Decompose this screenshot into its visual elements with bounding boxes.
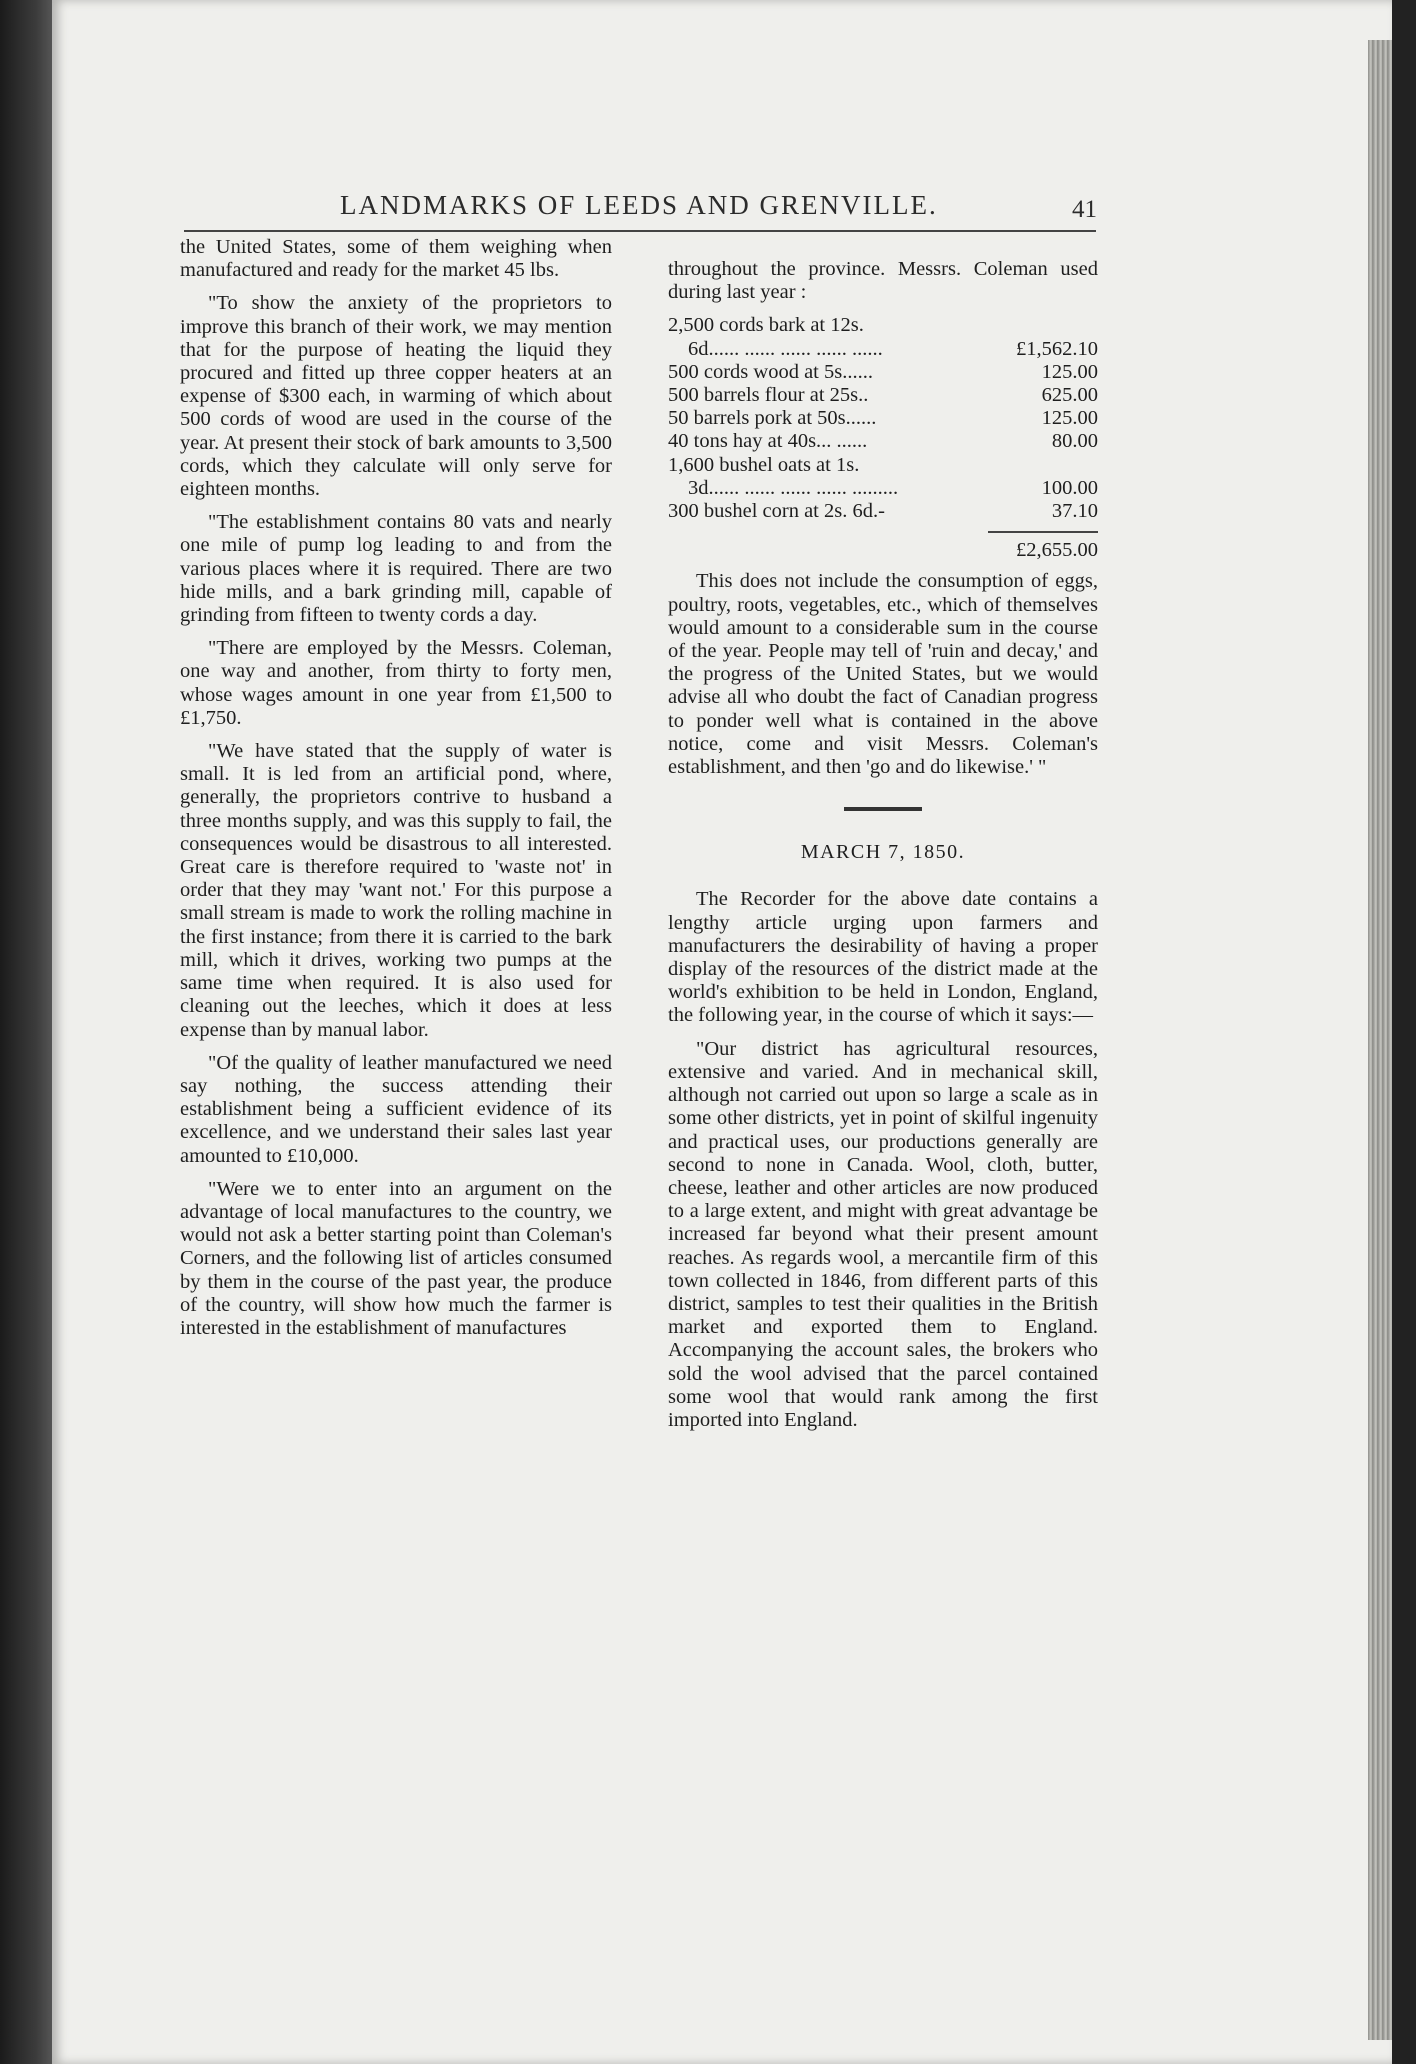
table-row <box>668 430 1098 453</box>
table-amount: 80.00 <box>1051 430 1098 453</box>
table-amount: 37.10 <box>1051 500 1098 523</box>
table-item: 50 barrels pork at 50s...... <box>668 407 877 430</box>
paragraph: "The establishment contains 80 vats and nearly one mile of pump log leading to and from the various places where it is required. There are two hide mills, and a bark grinding mill, capable of grinding from fifteen to twenty cords a day. <box>180 511 612 627</box>
table-amount: 125.00 <box>1041 407 1098 430</box>
left-column <box>180 236 612 1350</box>
running-title: LANDMARKS OF LEEDS AND GRENVILLE. <box>340 190 938 220</box>
table-item: 300 bushel corn at 2s. 6d.- <box>668 500 885 523</box>
table-row <box>668 384 1098 407</box>
paragraph: "We have stated that the supply of water is small. It is led from an artificial pond, where, generally, the proprietors contrive to husband a three months supply, and was this supply to fail, the consequences would be disastrous to all interested. Great care is therefore required to 'waste not' in order that they may 'want not.' For this purpose a small stream is made to work the rolling machine in the first instance; from there it is carried to the bark mill, which it drives, working two pumps at the same time when required. It is also used for cleaning out the leeches, which it does at less expense than by manual labor. <box>180 740 612 1041</box>
paragraph: "Were we to enter into an argument on the advantage of local manufactures to the country, we would not ask a better starting point than Coleman's Corners, and the following list of articles consumed by them in the course of the past year, the produce of the country, will show how much the farmer is interested in the establishment of manufactures <box>180 1177 612 1339</box>
table-item: 40 tons hay at 40s... ...... <box>668 430 868 453</box>
scan-background-right <box>1392 0 1416 2064</box>
table-row <box>668 407 1098 430</box>
section-heading: MARCH 7, 1850. <box>800 841 966 864</box>
table-item: 2,500 cords bark at 12s. <box>668 314 864 337</box>
table-item: 500 cords wood at 5s...... <box>668 360 873 383</box>
paragraph: "Our district has agricultural resources, extensive and varied. And in mechanical skill, although not carried out upon so large a scale as in some other districts, yet in point of skilful ingenuity and practical uses, our productions generally are second to none in Canada. Wool, cloth, butter, cheese, leather and other articles are now produced to a large extent, and might with great advantage be increased far beyond what their present amount reaches. As regards wool, a mercantile firm of this town collected in 1846, from different parts of this district, samples to test their qualities in the British market and exported them to England. Accompanying the account sales, the brokers who sold the wool advised that the parcel contained some wool that would rank among the first imported into England. <box>668 1037 1098 1431</box>
table-amount: 125.00 <box>1041 360 1098 383</box>
table-item: 6d...... ...... ...... ...... ...... <box>688 337 883 360</box>
page-number: 41 <box>1072 196 1097 223</box>
table-item: 3d...... ...... ...... ...... ......... <box>688 476 899 499</box>
table-item: 1,600 bushel oats at 1s. <box>668 453 860 476</box>
header-rule <box>184 230 1096 232</box>
table-amount <box>1008 454 1098 477</box>
table-row <box>668 500 1098 523</box>
right-column <box>668 258 1098 1442</box>
paragraph: The Recorder for the above date contains a lengthy article urging upon farmers and manufacturers the desirability of having a proper display of the resources of the district made at the world's exhibition to be held in London, England, the following year, in the course of which it says:— <box>668 888 1098 1027</box>
table-item: 500 barrels flour at 25s.. <box>668 384 869 407</box>
paragraph: the United States, some of them weighing when manufactured and ready for the market 45 lbs. <box>180 236 612 282</box>
table-row <box>668 314 1098 337</box>
section-divider <box>844 807 922 811</box>
paragraph: throughout the province. Messrs. Coleman used during last year : <box>668 258 1098 304</box>
table-amount: 625.00 <box>1041 384 1098 407</box>
table-row <box>668 454 1098 477</box>
paragraph: "Of the quality of leather manufactured we need say nothing, the success attending their establishment being a sufficient evidence of its excellence, and we understand their sales last year amounted to £10,000. <box>180 1051 612 1167</box>
page-stack-edge <box>1368 40 1392 2040</box>
book-spine-shadow <box>0 0 52 2064</box>
paragraph: "There are employed by the Messrs. Coleman, one way and another, from thirty to forty men, whose wages amount in one year from £1,500 to £1,750. <box>180 637 612 729</box>
table-amount: 100.00 <box>1041 476 1098 499</box>
table-amount: £1,562.10 <box>1016 337 1098 360</box>
consumption-table <box>668 314 1098 562</box>
table-row <box>668 477 1098 500</box>
total-rule <box>988 531 1098 533</box>
table-row <box>668 361 1098 384</box>
paragraph: "To show the anxiety of the proprietors to improve this branch of their work, we may mention that for the purpose of heating the liquid they procured and fitted up three copper heaters at an expense of $300 each, in warming of which about 500 cords of wood are used in the course of the year. At present their stock of bark amounts to 3,500 cords, which they calculate will only serve for eighteen months. <box>180 292 612 501</box>
table-total: £2,655.00 <box>1016 539 1098 562</box>
paragraph: This does not include the consumption of eggs, poultry, roots, vegetables, etc., which of themselves would amount to a considerable sum in the course of the year. People may tell of 'ruin and decay,' and the progress of the United States, but we would advise all who doubt the fact of Canadian progress to ponder well what is contained in the above notice, come and visit Messrs. Coleman's establishment, and then 'go and do likewise.' " <box>668 570 1098 779</box>
table-row <box>668 338 1098 361</box>
table-amount <box>1008 314 1098 337</box>
